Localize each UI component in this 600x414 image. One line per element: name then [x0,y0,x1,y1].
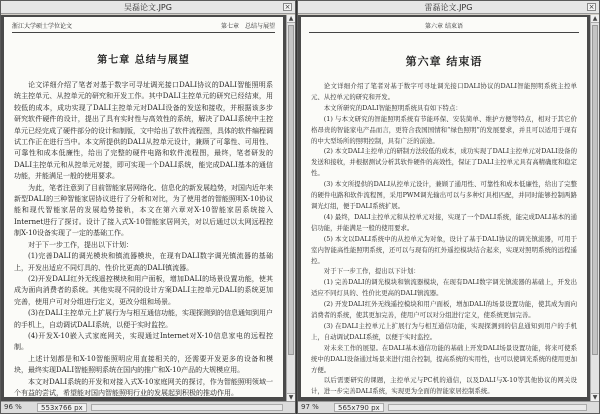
left-list-item: 上述计划都是和X-10智能照明应用直接相关的，还需要开发更多的设备和模块，最终实现DALI智能照明系统在国内的推广和X-10产品的大规模应用。 [14,354,273,375]
right-status-bar [298,401,599,413]
left-document-page [4,17,283,397]
left-paragraph: 对于下一步工作，提出以下计划： [28,240,133,249]
left-image-viewport[interactable] [1,15,286,401]
right-paragraph: (4) 最终，DALI主控单元和从控单元对接，实现了一个DALI系统，能完成DALI基本的通信功能，并能满足一般的使用要求。 [311,212,577,232]
right-paragraph: (3) 本文所提供的DALI从控单元设计，兼顾了通用性、可靠性和成本低廉性，给出了完整的硬件电路和软件流程图，采用PWM调光输出可以与多种灯具相匹配，并同时能够控制两路调光灯组，便于DALI系统扩展。 [311,180,577,210]
scroll-up-icon[interactable]: ▲ [592,15,598,22]
right-horizontal-scrollbar[interactable] [388,404,587,411]
left-page-body [4,80,283,397]
left-image-viewer-window [0,0,296,414]
left-vertical-scrollbar[interactable] [286,15,295,401]
left-list-item: (4)开发X-10嵌入式家庭网关，实现通过Internet对X-10信息家电的远程控制。 [14,331,273,352]
left-list-item: (3)在DALI主控单元上扩展行为与相互通信功能，实现探测到的信息通知到用户的手机上，自动调试DALI系统，以便于实时监控。 [14,309,273,329]
left-page-header-right: 第七章 总结与展望 [220,23,275,30]
left-image-dimensions: 553x766 px [37,403,87,412]
scroll-down-icon[interactable]: ▼ [592,394,598,401]
right-page-header-center: 第六章 结束语 [425,23,463,30]
left-list-item: (1)完善DALI的调光模块和镇流器模块，在现有DALI数字调光镇流器的基础上，开发出适应不同灯具的、性价比更高的DALI镇流器。 [14,252,273,272]
left-chapter-title: 第七章 总结与展望 [97,55,190,66]
right-paragraph: (5) 本文以DALI系统中的从控单元为对象，设计了基于DALI协议的调光镇流器，可用于室内智能高性能照明系统，还可以与现有的红外遥控模块结合起来，实现对照明系统的远程遥控。 [311,234,577,265]
left-paragraph: 为此，笔者注意到了目前智能家居网络化、信息化的新发展趋势，对国内近年来新型DALI的三种智能家居协议进行了分析和对比，为了使用者的智能照明X-10协议能和现代智能家居的发展趋势接轨，本文在第六章对X-10智能家居系统接入Internet进行了探讨。设计了接入式X-10智能家居网关，对以后通过以太网远程控制X-10设备实现了一定的基础工作。 [14,183,273,238]
right-image-dimensions: 565x790 px [334,403,384,412]
right-paragraph: (1) 与本文研究的智能照明系统有节能环保、安装简单、维护方便等特点，相对于其它价格昂贵的智能家电产品而言，更符合我国国情和“绿色照明”的发展要求，并且可以适用于现有的中大型场所的照明控制，具有广泛的前途。 [311,114,577,145]
left-horizontal-scrollbar[interactable] [91,404,283,411]
right-chapter-title: 第六章 结束语 [405,55,483,68]
left-scroll-thumb[interactable] [288,25,294,355]
left-window-titlebar[interactable] [1,1,295,14]
right-zoom-level[interactable]: 97 % [301,403,319,411]
right-paragraph: 对未来工作的展望。在DALI基本通信功能的基础上开发DALI场景设置功能，将来可使系统中的DALI设备通过场景来进行组合控制，提高系统的实用性，也可以使调光系统的使用更加方便。 [311,343,577,374]
right-window-title: 雷磊论文.JPG [424,3,473,12]
right-image-viewport[interactable] [298,15,590,401]
close-icon[interactable]: × [588,3,595,11]
left-paragraph: 论文详细介绍了笔者对基于数字可寻址调光接口DALI协议的DALI智能照明系统主控单元、从控单元的研究和开发工作。其中DALI主控单元的研究已经结束，用较低的成本，成功实现了DALI主控单元对DALI设备的发送和接收，并根据该多步研究软件硬件的设计，提出了具有实时性与高效性的系统，解决了DALI系统中主控单元已经完成了硬件部分的设计和制版，文中给出了软件流程图，具体的软件编程调试工作正在进行当中。本文所提供的DALI从控单元设计，兼顾了可靠性、可用性、可靠性和成本低廉性，给出了完整的硬件电路和软件流程图，最终，笔者研发的DALI主控单元和从控单元对接，即可实现一个DALI系统，能完成DALI基本的通信功能，并能满足一般的使用要求。 [14,81,273,181]
right-paragraph: (3) 在DALI主控单元上扩展行为与相互通信功能，实现探测到的信息通知到用户的手机上，自动调试DALI系统，以便于实时监控。 [311,321,577,341]
right-paragraph: 本文所研究的DALI智能照明系统具有如下特点： [323,103,462,112]
right-window-titlebar[interactable] [298,1,599,14]
left-page-header [12,21,275,33]
right-paragraph: 以后需要研究的课题，主控单元与PC机的通信，以及DALI与X-10等其他协议的网关设计，进一步完善DALI系统，实现更为全面的智能家居控制系统。 [311,376,577,396]
close-icon[interactable]: × [284,3,291,11]
scroll-up-icon[interactable]: ▲ [288,15,294,22]
left-zoom-level[interactable]: 96 % [4,403,22,411]
left-list-item: (2)开发DALI红外无线遥控模块和用户面板，增加DALI的场景设置功能，使其成为面向消费者的系统。其他实现不同的设计方案DALI主控单元DALI的系统更加完善，使用户可对分组进行定义，更改分组和场景。 [14,274,273,306]
left-list-item: 本文对DALI系统的开发和对接入式X-10家庭网关的探讨，作为智能照明领域一个有益的尝试，希望能对国内智能照明行业的发展起到积极的推动作用。 [14,377,273,397]
right-vertical-scrollbar[interactable] [590,15,599,401]
right-scroll-thumb[interactable] [592,25,598,355]
right-paragraph: (2) 本文DALI主控单元的研制方法较低的成本，成功实现了DALI主控单元对DALI设备的发送和接收，并根据测试分析其软件硬件的高效性，保证了DALI主控单元具有高精确度和稳定性。 [311,147,577,178]
right-paragraph: 对于下一步工作，提出以下计划： [323,267,420,276]
right-page-header [309,21,579,33]
right-image-viewer-window [297,0,600,414]
right-document-page [301,17,587,397]
right-page-body [301,81,587,397]
right-paragraph: (1) 完善DALI的调光模块和镇流器模块，在现有DALI数字调光镇流器的基础上，开发出适应不同灯具的、性价比更高的DALI镇流器。 [311,278,577,298]
left-status-bar [1,401,295,413]
right-paragraph: 论文详细介绍了笔者对基于数字可寻址调光接口DALI协议的DALI智能照明系统主控单元、从控单元的研究和开发。 [311,82,577,101]
scroll-down-icon[interactable]: ▼ [288,394,294,401]
right-paragraph: (2) 开发DALI红外无线遥控模块和用户面板，增加DALI的场景设置功能，使其成为面向消费者的系统，使其更加完善，使用户可以对分组进行定义，使系统更加完善。 [311,300,577,320]
left-window-title: 吴磊论文.JPG [124,3,172,12]
left-page-header-left: 浙江大学硕士学位论文 [12,23,73,30]
